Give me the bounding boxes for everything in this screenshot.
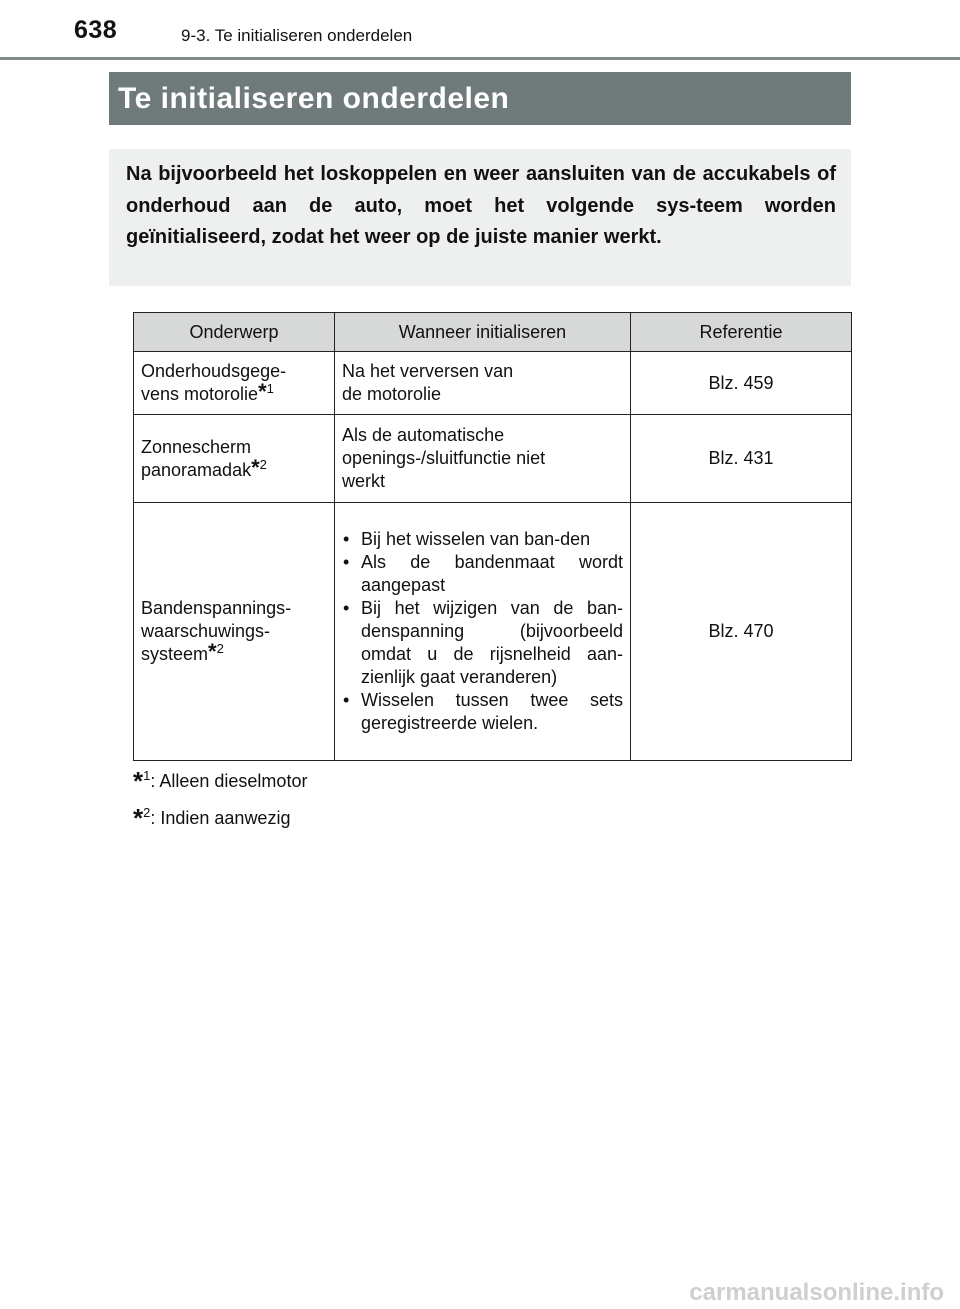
header-divider — [0, 57, 960, 60]
when-text: werkt — [342, 471, 386, 491]
bullet-item: • Bij het wisselen van ban-den — [342, 528, 623, 551]
column-header-when: Wanneer initialiseren — [335, 313, 631, 352]
reference-cell: Blz. 431 — [631, 415, 852, 503]
footnote-2 — [133, 803, 291, 833]
bullet-item: • Wisselen tussen twee sets geregistreerde wielen. — [342, 689, 623, 735]
footnote-number: 2 — [259, 456, 267, 472]
subject-text: Onderhoudsgege- — [141, 361, 287, 381]
footnote-marker: * — [133, 803, 144, 833]
subject-text: systeem — [141, 644, 209, 664]
bullet-list — [342, 528, 623, 735]
when-cell — [335, 415, 631, 503]
when-text: Als de automatische — [342, 425, 505, 445]
running-head: 9-3. Te initialiseren onderdelen — [181, 26, 413, 45]
when-cell — [335, 352, 631, 415]
when-text: openings-/sluitfunctie niet — [342, 448, 546, 468]
table-row — [134, 503, 852, 761]
subject-text: Zonnescherm — [141, 436, 252, 457]
footnote-marker: * — [251, 454, 260, 480]
table-header-row — [134, 313, 852, 352]
footnote-marker: * — [208, 639, 217, 664]
column-header-subject: Onderwerp — [134, 313, 335, 352]
when-cell — [335, 503, 631, 761]
watermark: carmanualsonline.info — [689, 1279, 944, 1306]
footnote-number: 2 — [216, 641, 224, 656]
page-number: 638 — [74, 16, 118, 44]
footnote-number: 2 — [143, 805, 151, 820]
footnote-1 — [133, 766, 308, 796]
table-row — [134, 352, 852, 415]
subject-text: Bandenspannings- — [141, 598, 292, 618]
footnote-text: : Indien aanwezig — [150, 808, 291, 828]
bullet-item: • Bij het wijzigen van de ban-denspanning (bijvoorbeeld omdat u de rijsnelheid aan-zienlijk gaat veranderen) — [342, 597, 623, 689]
subject-cell — [134, 352, 335, 415]
bullet-item: • Als de bandenmaat wordt aangepast — [342, 551, 623, 597]
reference-cell: Blz. 470 — [631, 503, 852, 761]
footnote-marker: * — [258, 379, 267, 404]
subject-text: vens motorolie — [141, 384, 259, 404]
intro-text: Na bijvoorbeeld het loskoppelen en weer aansluiten van de accukabels of onderhoud aan de auto, moet het volgende sys-teem worden geïnitialiseerd, zodat het weer op de juiste manier werkt. — [126, 163, 836, 248]
subject-cell — [134, 415, 335, 503]
subject-text: waarschuwings- — [141, 621, 271, 641]
initialization-table — [133, 312, 852, 761]
footnote-marker: * — [133, 766, 144, 796]
footnote-number: 1 — [266, 381, 274, 396]
section-title: Te initialiseren onderdelen — [109, 72, 851, 125]
footnote-text: : Alleen dieselmotor — [150, 771, 308, 791]
reference-cell: Blz. 459 — [631, 352, 852, 415]
subject-text: panoramadak — [141, 459, 252, 480]
when-text: de motorolie — [342, 384, 442, 404]
when-text: Na het verversen van — [342, 361, 514, 381]
subject-cell — [134, 503, 335, 761]
column-header-reference: Referentie — [631, 313, 852, 352]
footnote-number: 1 — [143, 768, 151, 783]
table-row — [134, 415, 852, 503]
intro-box — [109, 149, 851, 286]
